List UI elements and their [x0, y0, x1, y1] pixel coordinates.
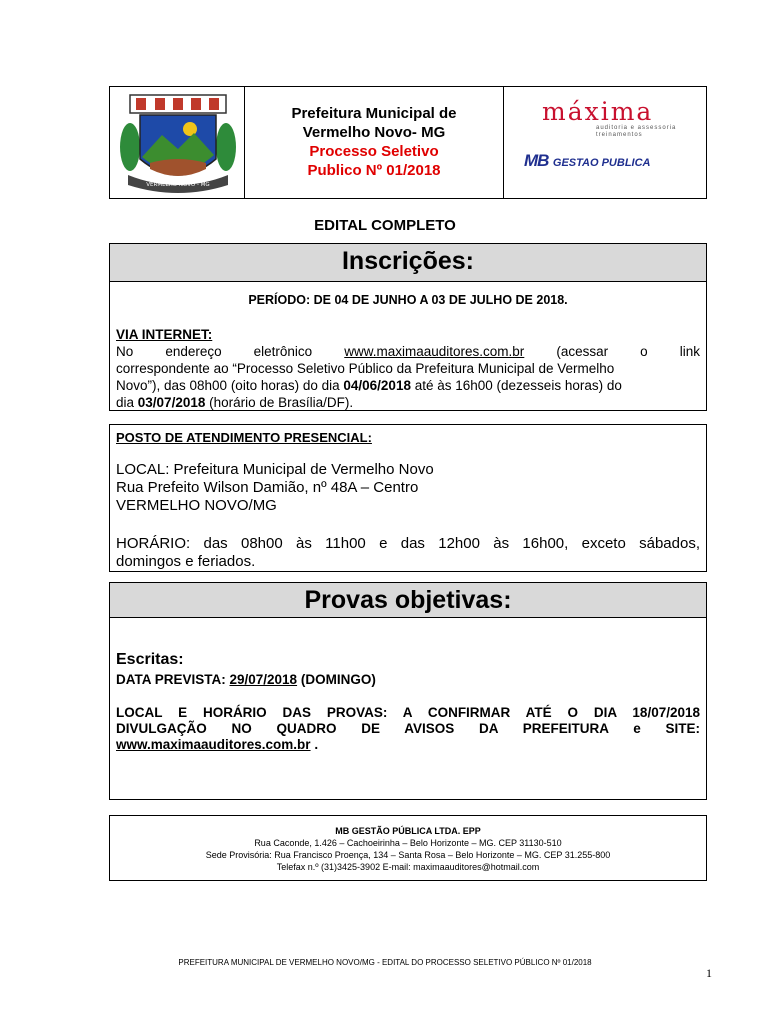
posto-label: POSTO DE ATENDIMENTO PRESENCIAL:	[116, 430, 372, 445]
horario-line1: HORÁRIO: das 08h00 às 11h00 e das 12h00 às 16h00, exceto sábados,	[116, 535, 700, 552]
end-date: 03/07/2018	[137, 395, 206, 410]
municipal-seal-icon	[110, 87, 243, 198]
data-prevista: DATA PREVISTA: 29/07/2018 (DOMINGO)	[116, 672, 376, 687]
header-table	[109, 86, 707, 199]
provas-site-link[interactable]: www.maximaauditores.com.br	[116, 737, 311, 752]
provas-section	[109, 582, 707, 800]
company-phone: Telefax n.º (31)3425-3902 E-mail: maximaauditores@hotmail.com	[276, 862, 540, 872]
periodo-text: PERÍODO: DE 04 DE JUNHO A 03 DE JULHO DE 2018.	[248, 293, 568, 307]
mb-logo-gestao: GESTAO PUBLICA	[552, 157, 651, 169]
internet-word: link	[679, 344, 700, 359]
seal-cell	[110, 87, 245, 198]
page-footer-text: PREFEITURA MUNICIPAL DE VERMELHO NOVO/MG - EDITAL DO PROCESSO SELETIVO PÚBLICO Nº 01/2018	[178, 958, 592, 967]
mb-logo-mark: MB	[524, 151, 549, 170]
process-line1: Processo Seletivo	[309, 143, 439, 160]
logos-cell	[504, 87, 706, 198]
company-footer-box	[109, 815, 707, 881]
internet-word: No	[116, 344, 134, 359]
internet-word: eletrônico	[253, 344, 313, 359]
internet-line3: Novo”), das 08h00 (oito horas) do dia 04/06/2018 até às 16h00 (dezesseis horas) do	[116, 378, 622, 393]
start-date: 04/06/2018	[343, 378, 411, 393]
internet-word: (acessar	[556, 344, 609, 359]
maxima-site-link[interactable]: www.maximaauditores.com.br	[344, 344, 525, 359]
internet-line2: correspondente ao “Processo Seletivo Público da Prefeitura Municipal de Vermelho	[116, 361, 615, 376]
horario-line2: domingos e feriados.	[116, 553, 256, 570]
org-name-line2: Vermelho Novo- MG	[302, 124, 446, 141]
local-line2: Rua Prefeito Wilson Damião, nº 48A – Centro	[116, 479, 419, 496]
local-horario-line1: LOCAL E HORÁRIO DAS PROVAS: A CONFIRMAR ATÉ O DIA 18/07/2018	[116, 705, 700, 720]
internet-line1	[116, 343, 700, 360]
via-internet-label: VIA INTERNET:	[116, 327, 213, 342]
local-horario-line2: DIVULGAÇÃO NO QUADRO DE AVISOS DA PREFEITURA e SITE:	[116, 721, 700, 736]
posto-section	[109, 424, 707, 572]
maxima-logo	[542, 99, 682, 139]
company-address2: Sede Provisória: Rua Francisco Proença, 134 – Santa Rosa – Belo Horizonte – MG. CEP 31.255-800	[205, 850, 611, 860]
company-address1: Rua Caconde, 1.426 – Cachoeirinha – Belo Horizonte – MG. CEP 31130-510	[254, 838, 562, 848]
local-line3: VERMELHO NOVO/MG	[116, 497, 277, 514]
inscricoes-title: Inscrições:	[341, 247, 474, 275]
page-number: 1	[706, 966, 712, 980]
maxima-sub1: auditoria e assessoria	[596, 125, 677, 131]
local-horario-line3: www.maximaauditores.com.br .	[116, 737, 319, 752]
org-name-line1: Prefeitura Municipal de	[291, 105, 457, 122]
seal-band-text: VERMELHO NOVO - MG	[146, 182, 210, 188]
prova-date: 29/07/2018	[229, 672, 298, 687]
posto-local	[116, 461, 700, 515]
provas-title: Provas objetivas:	[304, 586, 512, 614]
edital-title: EDITAL COMPLETO	[314, 217, 456, 234]
inscricoes-section	[109, 243, 707, 411]
internet-block	[116, 326, 700, 411]
maxima-sub2: treinamentos	[596, 132, 643, 138]
internet-line4: dia 03/07/2018 (horário de Brasília/DF).	[116, 395, 354, 410]
local-line1: LOCAL: Prefeitura Municipal de Vermelho Novo	[116, 461, 434, 478]
inscricoes-header	[110, 244, 706, 282]
title-cell	[245, 87, 504, 198]
mb-gestao-logo	[524, 151, 650, 171]
local-horario-block	[116, 705, 700, 753]
posto-horario	[116, 535, 700, 571]
process-line2: Publico Nº 01/2018	[307, 162, 441, 179]
company-name: MB GESTÃO PÚBLICA LTDA. EPP	[335, 826, 481, 836]
internet-word: endereço	[165, 344, 222, 359]
maxima-logo-text: máxima	[542, 97, 654, 126]
escritas-label: Escritas:	[116, 651, 184, 668]
internet-word: o	[640, 344, 648, 359]
provas-header	[110, 583, 706, 618]
